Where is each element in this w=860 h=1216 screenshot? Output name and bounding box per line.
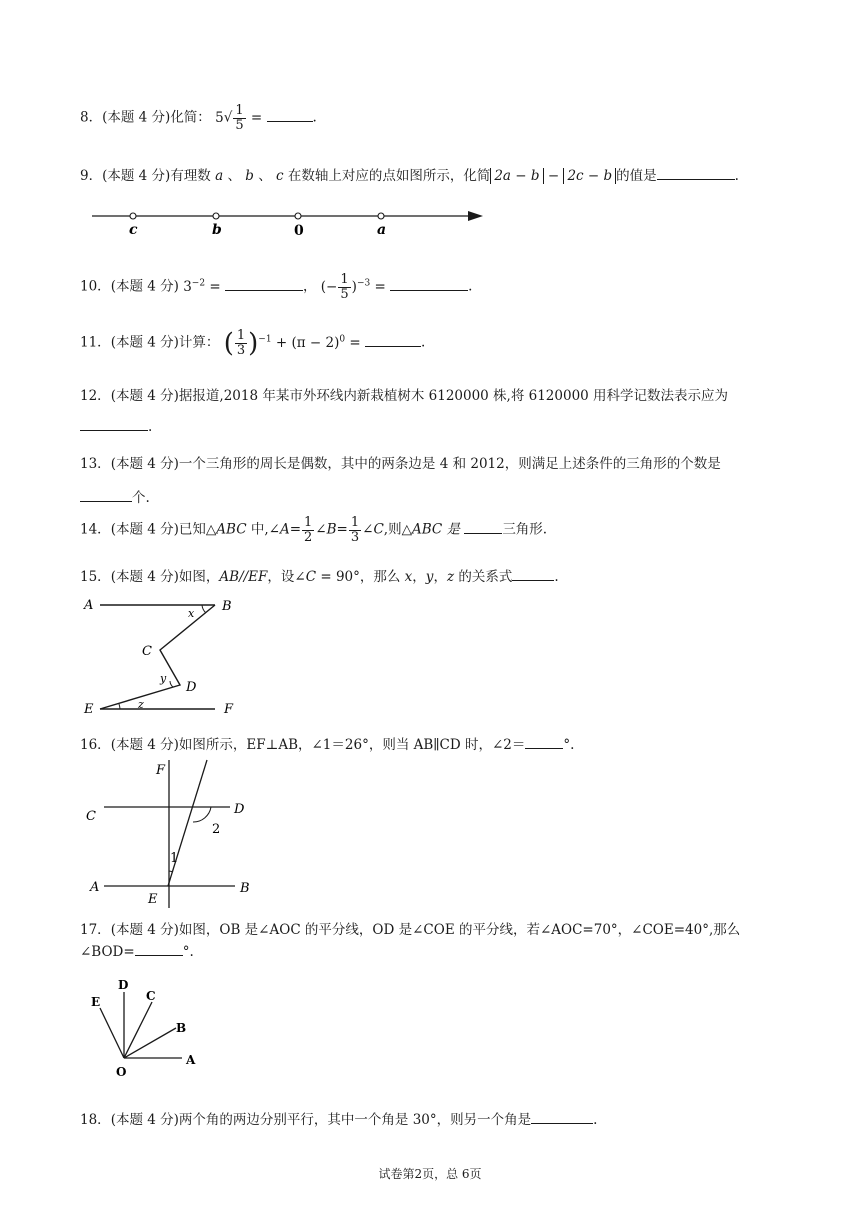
svg-text:F: F (224, 702, 234, 717)
svg-text:b: b (212, 222, 222, 238)
svg-text:E: E (91, 995, 101, 1009)
figure-parallel-zigzag (80, 592, 250, 720)
svg-text:B: B (176, 1021, 187, 1035)
svg-text:x: x (188, 607, 195, 620)
answer-blank (464, 521, 502, 534)
answer-blank (80, 418, 148, 431)
number-line-figure (88, 204, 488, 240)
svg-text:A: A (90, 880, 100, 895)
answer-blank (225, 278, 303, 291)
answer-blank (80, 489, 132, 502)
question-11: 11．(本题 4 分)计算： ( $\frac{1}{3}$ )$^{-1} + (\pi - 2)^0$ = . (80, 327, 426, 358)
answer-blank (267, 109, 313, 122)
svg-text:D: D (234, 802, 245, 817)
svg-text:D: D (186, 680, 197, 695)
answer-blank (365, 334, 421, 347)
svg-text:2: 2 (212, 822, 221, 837)
svg-text:D: D (118, 978, 129, 992)
question-13-answer: 个. (80, 486, 150, 506)
question-15: 15．(本题 4 分)如图，AB//EF，设∠C = 90°，那么 x，y，z 的关系式 . (80, 569, 559, 585)
question-16: 16．(本题 4 分)如图所示，EF⊥AB，∠1＝26°，则当 AB∥CD 时，∠2＝ °. (80, 737, 575, 753)
svg-text:A: A (84, 598, 94, 613)
question-points: (本题 4 分) (102, 109, 171, 126)
figure-perpendicular-parallel (80, 758, 270, 910)
svg-text:a: a (377, 222, 387, 238)
svg-text:F: F (156, 763, 166, 778)
answer-blank (531, 1111, 593, 1124)
question-17: 17．(本题 4 分)如图，OB 是∠AOC 的平分线，OD 是∠COE 的平分线，若∠AOC=70°，∠COE=40°,那么 (80, 922, 741, 938)
svg-text:C: C (86, 809, 96, 824)
answer-blank (390, 278, 468, 291)
svg-text:z: z (138, 698, 144, 711)
question-12: 12．(本题 4 分)据报道,2018 年某市外环线内新栽植树木 6120000 株,将 6120000 用科学记数法表示应为 (80, 388, 729, 404)
svg-text:E: E (148, 892, 158, 907)
question-9: 9．(本题 4 分)有理数 a 、 b 、 c 在数轴上对应的点如图所示，化简 2a − b − 2c − b 的值是 . (80, 168, 739, 184)
question-number: 8． (80, 109, 103, 126)
svg-text:y: y (160, 672, 167, 685)
question-10: 10．(本题 4 分) $3^{-2}$ = ， (− $\frac{1}{5}$ )$^{-3}$ = . (80, 272, 473, 302)
question-text: 化简： (170, 109, 211, 126)
question-13: 13．(本题 4 分)一个三角形的周长是偶数，其中的两条边是 4 和 2012，则满足上述条件的三角形的个数是 (80, 456, 721, 472)
svg-text:1: 1 (170, 851, 179, 866)
answer-blank (512, 568, 554, 581)
math-expression: (− $\frac{1}{5}$ )$^{-3}$ = (320, 272, 391, 302)
answer-blank (135, 943, 183, 956)
figure-angle-rays (84, 972, 214, 1082)
svg-text:A: A (186, 1053, 196, 1067)
question-8: 8．(本题 4 分)化简： 5√ $\frac{1}{5}$ = . (80, 103, 317, 133)
question-12-answer: . (80, 418, 152, 435)
math-expression: ( $\frac{1}{3}$ )$^{-1} + (\pi - 2)^0$ = (223, 327, 366, 358)
answer-blank (525, 736, 563, 749)
svg-text:B: B (222, 599, 232, 614)
math-expression: 5√ $\frac{1}{5}$ = (215, 103, 267, 133)
svg-text:c: c (129, 222, 138, 238)
question-17-line2: ∠BOD= °. (80, 944, 194, 960)
svg-text:0: 0 (294, 223, 304, 239)
question-18: 18．(本题 4 分)两个角的两边分别平行，其中一个角是 30°，则另一个角是 . (80, 1112, 598, 1128)
question-14: 14．(本题 4 分)已知△ABC 中,∠A= $\frac{1}{2}$ ∠B= $\frac{1}{3}$ ∠C,则△ABC 是 三角形. (80, 515, 548, 545)
page-footer: 试卷第2页，总 6页 (378, 1167, 482, 1181)
svg-text:C: C (146, 989, 156, 1003)
math-expression: $3^{-2}$ = (183, 278, 225, 295)
svg-text:O: O (116, 1065, 127, 1079)
math-expression: 2a − b (490, 168, 543, 184)
svg-text:C: C (142, 644, 152, 659)
svg-text:B: B (240, 881, 250, 896)
svg-text:E: E (84, 702, 94, 717)
answer-blank (657, 167, 735, 180)
